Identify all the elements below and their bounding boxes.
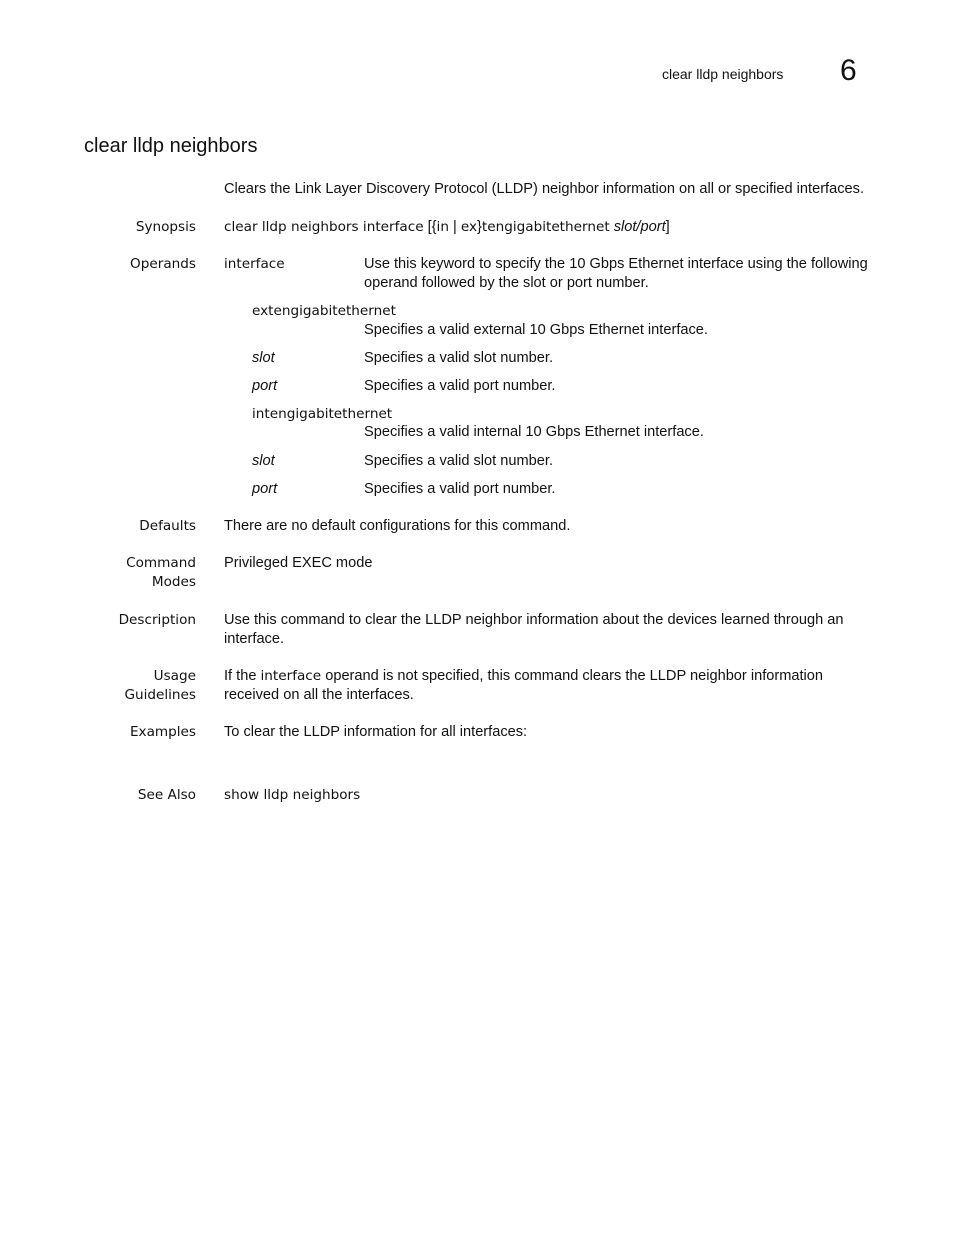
defaults-label: Defaults — [139, 518, 196, 534]
operand-ext-desc: Specifies a valid external 10 Gbps Ethernet interface. — [364, 322, 708, 338]
examples-label: Examples — [129, 724, 196, 740]
synopsis-pipe: | — [448, 219, 461, 235]
operand-slot-desc-1: Specifies a valid slot number. — [364, 350, 554, 366]
synopsis-ex: ex — [460, 219, 478, 235]
operand-int-term: intengigabitethernet — [252, 406, 393, 422]
page-title: clear lldp neighbors — [84, 135, 258, 157]
running-header: clear lldp neighbors — [662, 66, 784, 82]
operand-port-term-1: port — [252, 378, 278, 394]
usage-pre: If the — [224, 668, 261, 684]
synopsis-command: clear lldp neighbors interface — [224, 219, 424, 235]
usage-label — [56, 667, 196, 705]
command-modes-text: Privileged EXEC mode — [224, 555, 373, 571]
see-also-link[interactable]: show lldp neighbors — [224, 787, 361, 803]
synopsis-in: in — [436, 219, 449, 235]
intro-text: Clears the Link Layer Discovery Protocol (LLDP) neighbor information on all or specified interfaces. — [224, 181, 864, 197]
synopsis-label: Synopsis — [135, 219, 196, 235]
synopsis-brace-close: } — [477, 219, 482, 235]
chapter-number: 6 — [840, 54, 857, 87]
operand-slot-desc-2: Specifies a valid slot number. — [364, 453, 554, 469]
examples-text: To clear the LLDP information for all interfaces: — [224, 724, 528, 740]
usage-label-line2: Guidelines — [124, 687, 196, 703]
command-modes-label-line1: Command — [126, 555, 196, 571]
operand-interface-term: interface — [224, 256, 285, 272]
operand-int-desc: Specifies a valid internal 10 Gbps Ethernet interface. — [364, 424, 704, 440]
synopsis-bracket-open: [{ — [423, 219, 437, 235]
synopsis-slotport: slot/port — [613, 219, 666, 235]
operand-ext-term: extengigabitethernet — [252, 303, 396, 319]
command-modes-label-line2: Modes — [151, 574, 196, 590]
command-modes-label — [56, 554, 196, 592]
see-also-label: See Also — [137, 787, 196, 803]
operand-slot-term-1: slot — [252, 350, 275, 366]
operand-port-desc-2: Specifies a valid port number. — [364, 481, 556, 497]
usage-keyword: interface — [260, 668, 322, 684]
synopsis-bracket-close: ] — [665, 219, 670, 235]
usage-text — [224, 667, 864, 704]
operand-interface-desc: Use this keyword to specify the 10 Gbps Ethernet interface using the following operand followed by the slot or port number. — [364, 256, 868, 291]
operands-label: Operands — [130, 256, 196, 272]
operand-port-term-2: port — [252, 481, 278, 497]
description-text: Use this command to clear the LLDP neighbor information about the devices learned through an interface. — [224, 612, 844, 647]
synopsis-tengig: tengigabitethernet — [481, 219, 610, 235]
description-label: Description — [118, 612, 196, 628]
usage-label-line1: Usage — [153, 668, 196, 684]
synopsis-line — [224, 218, 670, 237]
defaults-text: There are no default configurations for this command. — [224, 518, 571, 534]
operand-slot-term-2: slot — [252, 453, 275, 469]
operand-port-desc-1: Specifies a valid port number. — [364, 378, 556, 394]
usage-post: operand is not specified, this command clears the LLDP neighbor information received on all the interfaces. — [224, 668, 824, 703]
